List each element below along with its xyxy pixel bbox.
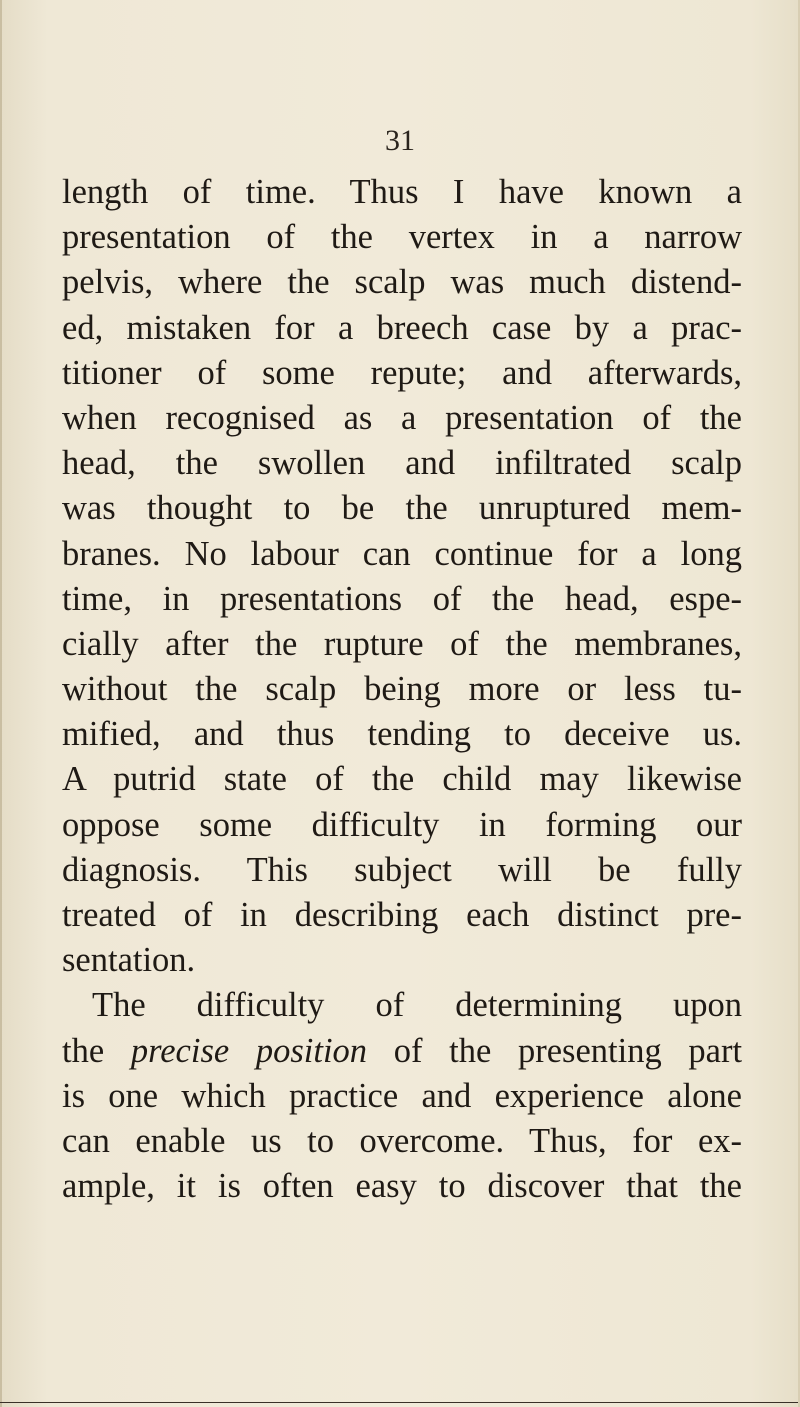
paragraph-2-line-3: is one which practice and experience alone <box>62 1076 742 1115</box>
text-line: without the scalp being more or less tu- <box>62 670 742 709</box>
text-line: mified, and thus tending to deceive us. <box>62 715 742 754</box>
italic-phrase: precise position <box>130 1031 368 1070</box>
line-text-before-italic: the <box>62 1031 105 1070</box>
text-line: sentation. <box>62 941 196 980</box>
text-line: diagnosis. This subject will be fully <box>62 850 742 889</box>
text-line: when recognised as a presentation of the <box>62 398 742 437</box>
text-line: head, the swollen and infiltrated scalp <box>62 444 742 483</box>
body-text <box>62 170 742 1209</box>
text-line: A putrid state of the child may likewise <box>62 760 742 799</box>
paragraph-2-line-1: The difficulty of determining upon <box>92 986 742 1025</box>
text-line: was thought to be the unruptured mem- <box>62 489 742 528</box>
text-line: presentation of the vertex in a narrow <box>62 218 742 257</box>
text-line: pelvis, where the scalp was much distend- <box>62 263 742 302</box>
text-line: titioner of some repute; and afterwards, <box>62 353 742 392</box>
text-line: branes. No labour can continue for a long <box>62 534 742 573</box>
paragraph-2-line-4: can enable us to overcome. Thus, for ex- <box>62 1121 742 1160</box>
page-number: 31 <box>385 124 415 157</box>
text-line: treated of in describing each distinct pre- <box>62 896 742 934</box>
line-text-after-italic: of the presenting part <box>393 1031 743 1070</box>
text-line: length of time. Thus I have known a <box>62 173 742 211</box>
paragraph-2-line-5: ample, it is often easy to discover that the <box>62 1167 742 1206</box>
page-left-edge <box>0 0 2 1407</box>
text-line: ed, mistaken for a breech case by a prac- <box>62 308 742 347</box>
paragraph-2-line-2 <box>62 1029 742 1074</box>
text-line: cially after the rupture of the membranes, <box>62 624 742 663</box>
page-bottom-edge <box>0 1402 798 1403</box>
text-line: time, in presentations of the head, espe- <box>62 579 742 618</box>
text-line: oppose some difficulty in forming our <box>62 805 742 844</box>
